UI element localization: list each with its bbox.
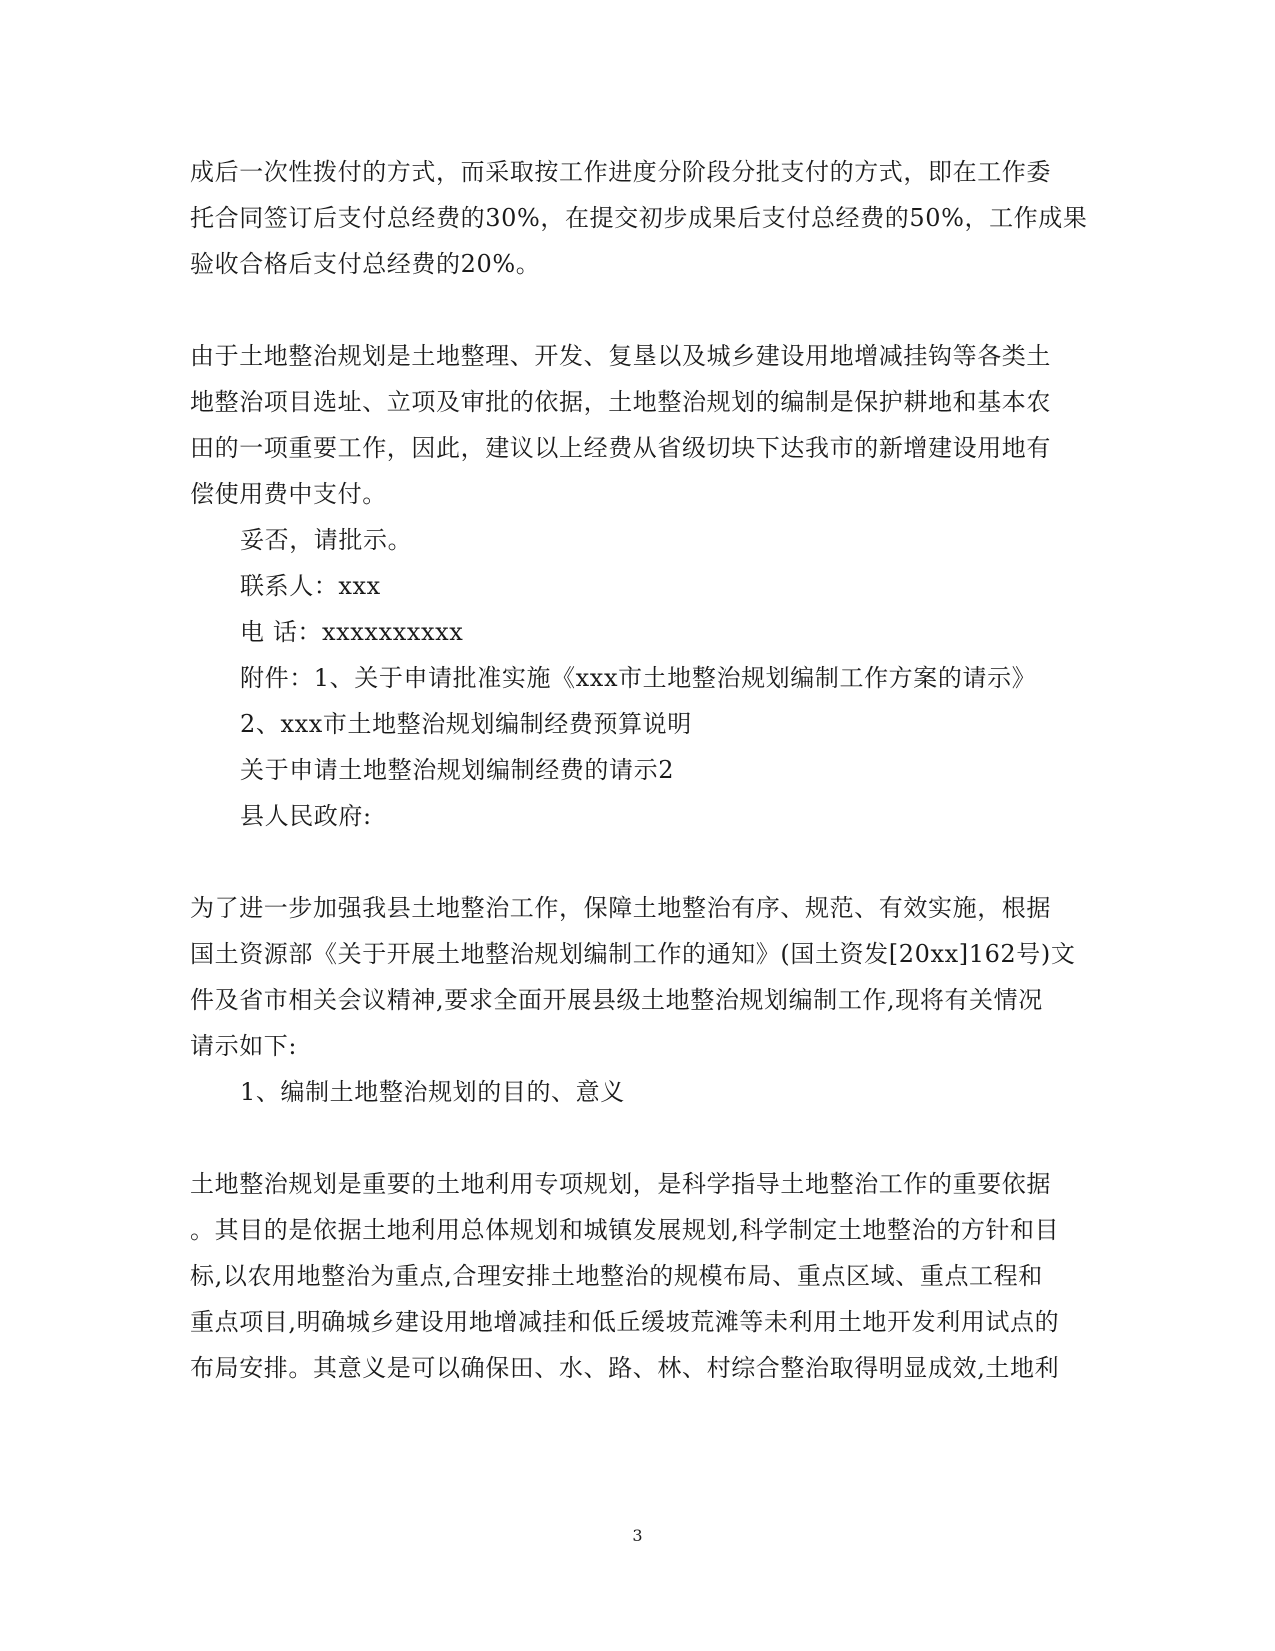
text-line: 国土资源部《关于开展土地整治规划编制工作的通知》(国土资发[20xx]162号)文 [190,940,1076,968]
page-number: 3 [632,1526,643,1545]
text-line: 偿使用费中支付。 [190,480,387,508]
text-line: 田的一项重要工作，因此，建议以上经费从省级切块下达我市的新增建设用地有 [190,434,1051,462]
text-line: 地整治项目选址、立项及审批的依据，土地整治规划的编制是保护耕地和基本农 [190,388,1051,416]
section-title: 关于申请土地整治规划编制经费的请示2 [240,756,675,784]
text-line: 妥否，请批示。 [240,526,413,554]
attachment-line: 附件：1、关于申请批准实施《xxx市土地整治规划编制工作方案的请示》 [240,664,1037,692]
text-line: 请示如下: [190,1032,298,1060]
text-line: 成后一次性拨付的方式，而采取按工作进度分阶段分批支付的方式，即在工作委 [190,158,1051,186]
text-line: 。其目的是依据土地利用总体规划和城镇发展规划,科学制定土地整治的方针和目 [190,1216,1060,1244]
attachment-line: 2、xxx市土地整治规划编制经费预算说明 [240,710,692,738]
text-line: 由于土地整治规划是土地整理、开发、复垦以及城乡建设用地增减挂钩等各类土 [190,342,1051,370]
section-heading: 1、编制土地整治规划的目的、意义 [240,1078,625,1106]
text-line: 重点项目,明确城乡建设用地增减挂和低丘缓坡荒滩等未利用土地开发利用试点的 [190,1308,1060,1336]
contact-line: 联系人：xxx [240,572,381,600]
text-line: 标,以农用地整治为重点,合理安排土地整治的规模布局、重点区域、重点工程和 [190,1262,1043,1290]
text-line: 为了进一步加强我县土地整治工作，保障土地整治有序、规范、有效实施，根据 [190,894,1051,922]
text-line: 件及省市相关会议精神,要求全面开展县级土地整治规划编制工作,现将有关情况 [190,986,1043,1014]
text-line: 验收合格后支付总经费的20%。 [190,250,541,278]
text-line: 土地整治规划是重要的土地利用专项规划，是科学指导土地整治工作的重要依据 [190,1170,1051,1198]
text-line: 托合同签订后支付总经费的30%，在提交初步成果后支付总经费的50%，工作成果 [190,204,1088,232]
addressee-line: 县人民政府: [240,802,372,830]
text-line: 布局安排。其意义是可以确保田、水、路、林、村综合整治取得明显成效,土地利 [190,1354,1060,1382]
phone-line: 电 话：xxxxxxxxxx [240,618,464,646]
